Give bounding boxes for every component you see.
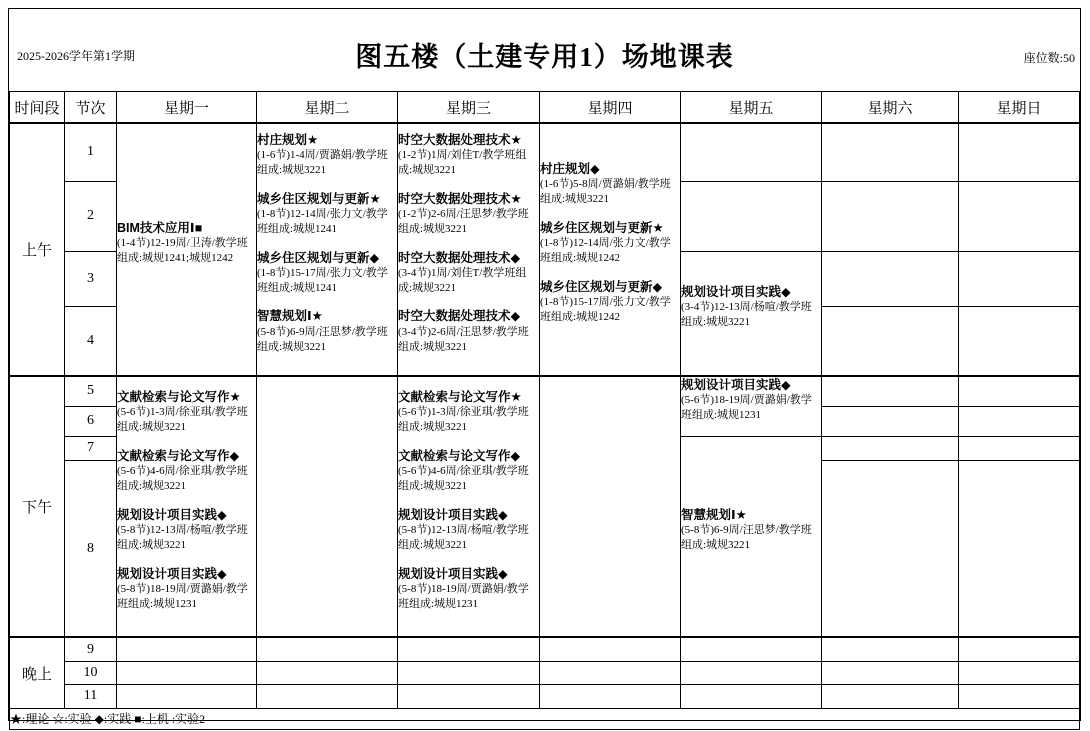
period-cell-8: 8 (65, 460, 117, 637)
cell-sunday-period-1 (959, 123, 1080, 181)
cell-tuesday-period-10 (257, 661, 398, 684)
cell-friday-period-11 (681, 684, 822, 708)
cell-saturday-period-10 (822, 661, 959, 684)
course-detail: (1-8节)15-17周/张力文/教学班组成:城规1241 (257, 266, 388, 294)
header-day-wednesday: 星期三 (398, 92, 540, 124)
timetable (9, 91, 1080, 730)
course-title: 智慧规划Ⅰ★ (681, 508, 747, 523)
cell-sunday-period-9 (959, 637, 1080, 661)
cell-thursday-period-9 (540, 637, 681, 661)
cell-sunday-period-5 (959, 376, 1080, 406)
cell-friday-period-5-6 (681, 376, 822, 436)
cell-sunday-period-10 (959, 661, 1080, 684)
course-detail: (5-6节)4-6周/徐亚琪/教学班组成:城规3221 (398, 465, 529, 492)
course-detail: (1-8节)12-14周/张力文/教学班组成:城规1242 (540, 237, 671, 265)
cell-sunday-period-4 (959, 306, 1080, 376)
course-title: 文献检索与论文写作★ (398, 389, 522, 404)
cell-thursday-afternoon (540, 376, 681, 637)
course-block (398, 507, 539, 553)
course-block (117, 448, 256, 494)
cell-sunday-period-8 (959, 460, 1080, 637)
course-block (398, 389, 539, 435)
cell-wednesday-period-11 (398, 684, 540, 708)
course-title: 智慧规划Ⅰ★ (257, 309, 323, 324)
cell-friday-period-2 (681, 181, 822, 251)
cell-monday-period-10 (117, 661, 257, 684)
period-cell-6: 6 (65, 406, 117, 436)
course-detail: (1-2节)1周/刘佳T/教学班组成:城规3221 (398, 148, 527, 176)
course-title: 村庄规划★ (257, 132, 319, 147)
course-detail: (1-2节)2-6周/汪思梦/教学班组成:城规3221 (398, 207, 529, 235)
course-detail: (5-6节)4-6周/徐亚琪/教学班组成:城规3221 (117, 465, 248, 492)
course-block (257, 308, 397, 354)
cell-thursday-period-11 (540, 684, 681, 708)
course-block (257, 191, 397, 237)
cell-saturday-period-8 (822, 460, 959, 637)
cell-sunday-period-2 (959, 181, 1080, 251)
course-detail: (3-4节)1周/刘佳T/教学班组成:城规3221 (398, 266, 527, 294)
course-detail: (1-6节)1-4周/贾潞娟/教学班组成:城规3221 (257, 148, 388, 176)
course-title: 时空大数据处理技术★ (398, 132, 522, 147)
course-block (257, 250, 397, 296)
page-title: 图五楼（土建专用1）场地课表 (355, 42, 734, 72)
course-detail: (1-6节)5-8周/贾潞娟/教学班组成:城规3221 (540, 178, 671, 206)
cell-saturday-period-11 (822, 684, 959, 708)
period-cell-3: 3 (65, 251, 117, 306)
course-block (117, 389, 256, 435)
course-title: 规划设计项目实践◆ (117, 507, 227, 522)
cell-wednesday-morning (398, 123, 540, 376)
course-title: 村庄规划◆ (540, 162, 600, 177)
cell-wednesday-period-10 (398, 661, 540, 684)
course-title: 文献检索与论文写作◆ (117, 448, 240, 463)
row-period-9 (10, 637, 1080, 661)
cell-thursday-morning (540, 123, 681, 376)
course-detail: (5-6节)1-3周/徐亚琪/教学班组成:城规3221 (398, 406, 529, 433)
course-title: 时空大数据处理技术★ (398, 191, 522, 206)
cell-sunday-period-7 (959, 436, 1080, 460)
period-cell-1: 1 (65, 123, 117, 181)
cell-tuesday-period-11 (257, 684, 398, 708)
row-period-10 (10, 661, 1080, 684)
course-detail: (5-6节)18-19周/贾潞娟/教学班组成:城规1231 (681, 394, 812, 422)
course-title: 城乡住区规划与更新★ (257, 191, 381, 206)
course-block (117, 507, 256, 553)
course-detail: (1-8节)15-17周/张力文/教学班组成:城规1242 (540, 296, 671, 324)
cell-friday-period-7-8 (681, 436, 822, 637)
course-title: 规划设计项目实践◆ (681, 284, 791, 299)
course-title: 时空大数据处理技术◆ (398, 250, 521, 265)
period-cell-5: 5 (65, 376, 117, 406)
course-block (540, 279, 680, 325)
course-detail: (1-8节)12-14周/张力文/教学班组成:城规1241 (257, 207, 388, 235)
cell-monday-period-11 (117, 684, 257, 708)
cell-sunday-period-11 (959, 684, 1080, 708)
header-day-tuesday: 星期二 (257, 92, 398, 124)
cell-friday-period-1 (681, 123, 822, 181)
header-period: 节次 (65, 92, 117, 124)
header-day-friday: 星期五 (681, 92, 822, 124)
row-period-11 (10, 684, 1080, 708)
course-detail: (5-6节)1-3周/徐亚琪/教学班组成:城规3221 (117, 406, 248, 433)
header-day-saturday: 星期六 (822, 92, 959, 124)
course-title: 规划设计项目实践◆ (398, 566, 508, 581)
header-row (10, 92, 1080, 124)
course-title: BIM技术应用Ⅰ■ (117, 221, 203, 236)
section-morning-label: 上午 (10, 123, 65, 376)
cell-monday-period-9 (117, 637, 257, 661)
cell-saturday-period-7 (822, 436, 959, 460)
course-block (117, 220, 256, 266)
cell-saturday-period-9 (822, 637, 959, 661)
course-title: 文献检索与论文写作★ (117, 389, 241, 404)
course-block (257, 132, 397, 178)
cell-friday-period-9 (681, 637, 822, 661)
course-detail: (5-8节)6-9周/汪思梦/教学班组成:城规3221 (257, 325, 388, 353)
cell-friday-morning (681, 251, 822, 376)
cell-wednesday-afternoon (398, 376, 540, 637)
page-frame (8, 8, 1081, 727)
course-block (681, 284, 821, 330)
period-cell-9: 9 (65, 637, 117, 661)
course-block (398, 250, 539, 296)
course-title: 规划设计项目实践◆ (398, 507, 508, 522)
semester-label: 2025-2026学年第1学期 (17, 49, 135, 63)
cell-saturday-period-6 (822, 406, 959, 436)
seats-count: 座位数:50 (1023, 51, 1075, 65)
cell-wednesday-period-9 (398, 637, 540, 661)
course-title: 城乡住区规划与更新◆ (540, 279, 663, 294)
cell-tuesday-morning (257, 123, 398, 376)
course-block (398, 566, 539, 612)
cell-saturday-period-3 (822, 251, 959, 306)
course-block (398, 191, 539, 237)
legend-row (10, 708, 1080, 729)
course-block (540, 220, 680, 266)
row-period-5 (10, 376, 1080, 406)
course-block (681, 507, 821, 553)
course-title: 时空大数据处理技术◆ (398, 309, 521, 324)
cell-thursday-period-10 (540, 661, 681, 684)
course-block (540, 161, 680, 207)
section-afternoon-label: 下午 (10, 376, 65, 637)
course-detail: (5-8节)18-19周/贾潞娟/教学班组成:城规1231 (398, 582, 529, 610)
legend-text: ★:理论 ☆:实验 ◆:实践 ■:上机 :实验2 (10, 708, 1080, 729)
period-cell-4: 4 (65, 306, 117, 376)
cell-sunday-period-6 (959, 406, 1080, 436)
course-detail: (5-8节)12-13周/杨喧/教学班组成:城规3221 (117, 523, 248, 551)
course-detail: (5-8节)18-19周/贾潞娟/教学班组成:城规1231 (117, 582, 248, 610)
period-cell-7: 7 (65, 436, 117, 460)
course-block (398, 308, 539, 354)
course-detail: (5-8节)6-9周/汪思梦/教学班组成:城规3221 (681, 524, 812, 552)
header-time-period: 时间段 (10, 92, 65, 124)
cell-friday-period-10 (681, 661, 822, 684)
cell-saturday-period-4 (822, 306, 959, 376)
course-detail: (1-4节)12-19周/卫涛/教学班组成:城规1241;城规1242 (117, 237, 248, 265)
course-block (398, 448, 539, 494)
course-title: 文献检索与论文写作◆ (398, 448, 521, 463)
header-day-thursday: 星期四 (540, 92, 681, 124)
header-day-sunday: 星期日 (959, 92, 1080, 124)
cell-saturday-period-1 (822, 123, 959, 181)
cell-tuesday-period-9 (257, 637, 398, 661)
course-detail: (3-4节)12-13周/杨喧/教学班组成:城规3221 (681, 301, 812, 328)
period-cell-11: 11 (65, 684, 117, 708)
course-detail: (3-4节)2-6周/汪思梦/教学班组成:城规3221 (398, 325, 529, 353)
cell-saturday-period-5 (822, 376, 959, 406)
cell-tuesday-afternoon (257, 376, 398, 637)
course-detail: (5-8节)12-13周/杨喧/教学班组成:城规3221 (398, 523, 529, 551)
period-cell-10: 10 (65, 661, 117, 684)
course-block (117, 566, 256, 612)
course-title: 规划设计项目实践◆ (681, 378, 791, 392)
cell-sunday-period-3 (959, 251, 1080, 306)
course-block (398, 132, 539, 178)
row-period-1 (10, 123, 1080, 181)
cell-monday-afternoon (117, 376, 257, 637)
section-evening-label: 晚上 (10, 637, 65, 708)
course-title: 城乡住区规划与更新★ (540, 221, 664, 236)
course-block (681, 377, 821, 423)
course-title: 规划设计项目实践◆ (117, 566, 227, 581)
course-title: 城乡住区规划与更新◆ (257, 250, 380, 265)
header-band (9, 9, 1080, 91)
cell-saturday-period-2 (822, 181, 959, 251)
period-cell-2: 2 (65, 181, 117, 251)
cell-monday-morning (117, 123, 257, 376)
header-day-monday: 星期一 (117, 92, 257, 124)
